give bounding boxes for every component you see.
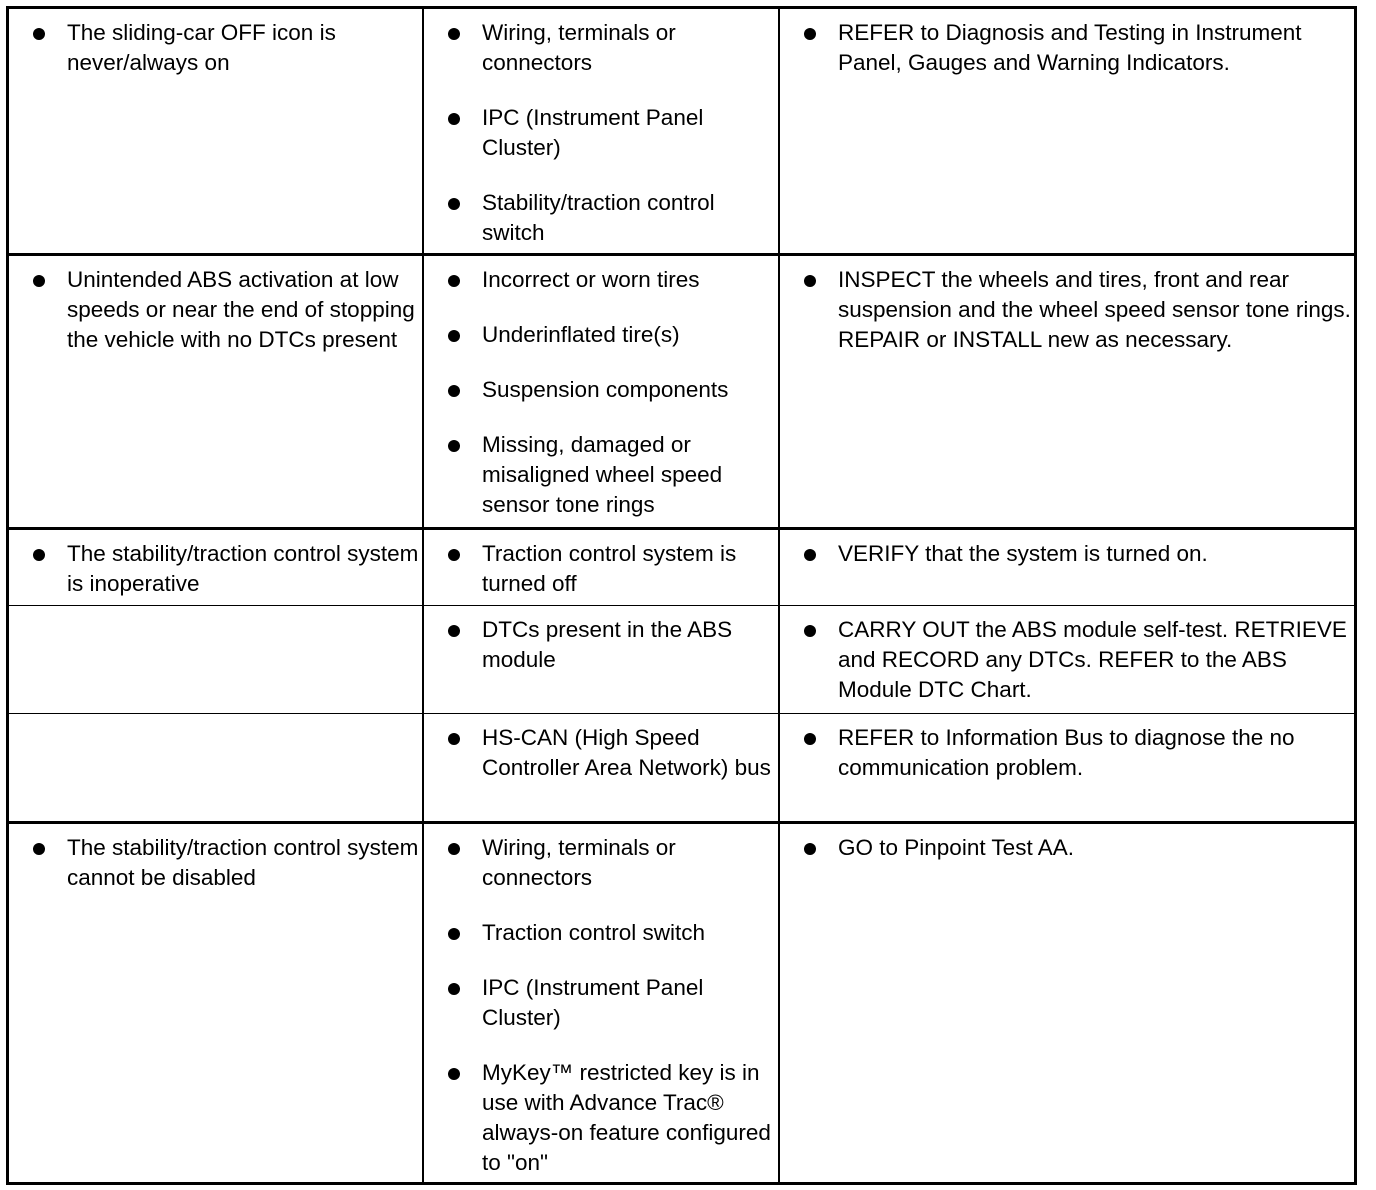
bullet-icon <box>448 733 460 745</box>
table-row <box>9 9 1354 253</box>
bullet-icon <box>448 983 460 995</box>
symptom-cell <box>9 824 422 1182</box>
symptom-cell <box>9 530 422 605</box>
list-item <box>482 539 778 599</box>
cause-text: Wiring, terminals or connectors <box>482 835 676 890</box>
list-item <box>482 918 778 948</box>
list-item <box>67 265 422 355</box>
action-text: INSPECT the wheels and tires, front and rear suspension and the wheel speed sensor tone rings. REPAIR or INSTALL new as necessary. <box>838 267 1351 352</box>
action-cell <box>778 606 1357 713</box>
list-item <box>482 103 778 163</box>
action-cell <box>778 530 1357 605</box>
action-text: GO to Pinpoint Test AA. <box>838 835 1074 860</box>
cause-text: HS-CAN (High Speed Controller Area Network) bus <box>482 725 771 780</box>
cause-cell <box>422 606 778 713</box>
bullet-icon <box>448 330 460 342</box>
bullet-icon <box>33 28 45 40</box>
symptom-cell <box>9 606 422 713</box>
list-item <box>482 973 778 1033</box>
bullet-icon <box>804 625 816 637</box>
action-text: REFER to Diagnosis and Testing in Instrument Panel, Gauges and Warning Indicators. <box>838 20 1302 75</box>
list-item <box>838 723 1353 783</box>
table-row <box>9 253 1354 527</box>
cause-text: Wiring, terminals or connectors <box>482 20 676 75</box>
action-text: VERIFY that the system is turned on. <box>838 541 1208 566</box>
bullet-icon <box>448 275 460 287</box>
bullet-icon <box>448 440 460 452</box>
action-cell <box>778 256 1357 527</box>
bullet-icon <box>33 549 45 561</box>
action-cell <box>778 824 1357 1182</box>
list-item <box>67 833 422 893</box>
list-item <box>838 833 1353 863</box>
cause-text: IPC (Instrument Panel Cluster) <box>482 105 704 160</box>
action-cell <box>778 714 1357 821</box>
bullet-icon <box>448 113 460 125</box>
symptom-text: The stability/traction control system cannot be disabled <box>67 835 419 890</box>
bullet-icon <box>448 28 460 40</box>
bullet-icon <box>804 733 816 745</box>
cause-text: Missing, damaged or misaligned wheel speed sensor tone rings <box>482 432 723 517</box>
list-item <box>838 265 1353 355</box>
bullet-icon <box>448 1068 460 1080</box>
bullet-icon <box>448 385 460 397</box>
cause-cell <box>422 530 778 605</box>
list-item <box>482 430 778 520</box>
list-item <box>67 18 422 78</box>
cause-text: Suspension components <box>482 377 729 402</box>
list-item <box>482 265 778 295</box>
symptom-cell <box>9 256 422 527</box>
list-item <box>838 539 1353 569</box>
symptom-text: Unintended ABS activation at low speeds or near the end of stopping the vehicle with no DTCs present <box>67 267 415 352</box>
list-item <box>482 18 778 78</box>
cause-text: Stability/traction control switch <box>482 190 715 245</box>
cause-text: Incorrect or worn tires <box>482 267 700 292</box>
table-row <box>9 605 1354 713</box>
bullet-icon <box>448 549 460 561</box>
list-item <box>482 188 778 248</box>
cause-text: Traction control switch <box>482 920 705 945</box>
symptom-cell <box>9 714 422 821</box>
cause-text: Traction control system is turned off <box>482 541 737 596</box>
cause-text: Underinflated tire(s) <box>482 322 680 347</box>
table-row <box>9 713 1354 821</box>
list-item <box>67 539 422 599</box>
cause-text: MyKey™ restricted key is in use with Advance Trac® always-on feature configured to "on" <box>482 1060 771 1175</box>
symptom-text: The stability/traction control system is inoperative <box>67 541 419 596</box>
cause-text: IPC (Instrument Panel Cluster) <box>482 975 704 1030</box>
cause-cell <box>422 714 778 821</box>
bullet-icon <box>448 625 460 637</box>
bullet-icon <box>804 275 816 287</box>
cause-cell <box>422 256 778 527</box>
diagnostic-table <box>6 6 1357 1185</box>
cause-cell <box>422 824 778 1182</box>
action-text: REFER to Information Bus to diagnose the no communication problem. <box>838 725 1295 780</box>
table-row <box>9 527 1354 605</box>
list-item <box>838 18 1353 78</box>
action-text: CARRY OUT the ABS module self-test. RETRIEVE and RECORD any DTCs. REFER to the ABS Module DTC Chart. <box>838 617 1347 702</box>
bullet-icon <box>448 843 460 855</box>
bullet-icon <box>804 843 816 855</box>
cause-cell <box>422 9 778 253</box>
list-item <box>482 833 778 893</box>
symptom-cell <box>9 9 422 253</box>
bullet-icon <box>804 549 816 561</box>
cause-text: DTCs present in the ABS module <box>482 617 733 672</box>
action-cell <box>778 9 1357 253</box>
list-item <box>482 320 778 350</box>
bullet-icon <box>448 928 460 940</box>
bullet-icon <box>448 198 460 210</box>
list-item <box>482 375 778 405</box>
table-row <box>9 821 1354 1182</box>
symptom-text: The sliding-car OFF icon is never/always on <box>67 20 336 75</box>
list-item <box>838 615 1353 705</box>
bullet-icon <box>804 28 816 40</box>
bullet-icon <box>33 843 45 855</box>
list-item <box>482 1058 778 1178</box>
bullet-icon <box>33 275 45 287</box>
list-item <box>482 615 778 675</box>
list-item <box>482 723 778 783</box>
